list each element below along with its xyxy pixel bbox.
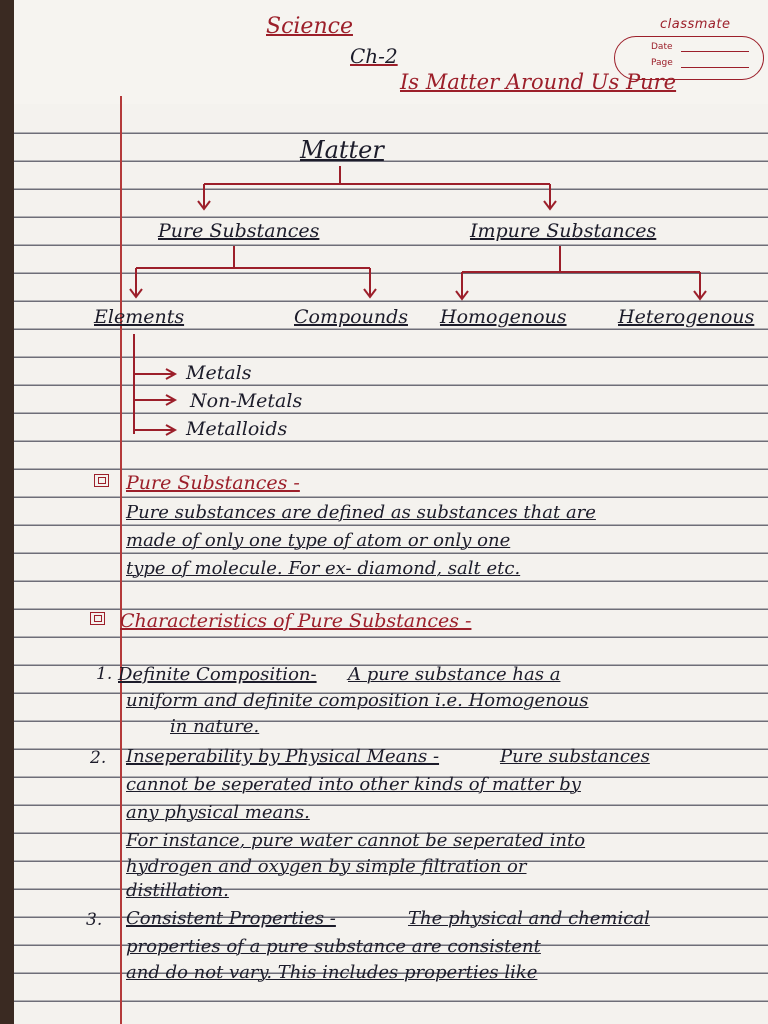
- elements-branch-lines: [134, 334, 174, 434]
- tree-node-homogenous: Homogenous: [440, 306, 567, 328]
- impure-branch-lines: [462, 246, 700, 298]
- characteristics-heading: Characteristics of Pure Substances -: [120, 610, 472, 632]
- tree-root-matter: Matter: [300, 136, 384, 164]
- element-type-metalloids: Metalloids: [186, 418, 288, 440]
- pure-substances-heading: Pure Substances -: [126, 472, 300, 494]
- item-3-title: Consistent Properties -: [126, 908, 336, 929]
- tree-node-compounds: Compounds: [294, 306, 408, 328]
- item-1-line-3: in nature.: [170, 716, 260, 737]
- box-bullet-icon: [94, 474, 109, 487]
- item-2-line-6: distillation.: [126, 880, 229, 901]
- date-label: Date: [651, 42, 673, 52]
- item-2-number: 2.: [90, 748, 107, 768]
- item-2-line-3: any physical means.: [126, 802, 310, 823]
- pure-definition-line-2: made of only one type of atom or only one: [126, 530, 511, 551]
- chapter-title: Is Matter Around Us Pure: [400, 70, 677, 94]
- item-1-line-1: A pure substance has a: [348, 664, 561, 685]
- page-label: Page: [651, 58, 673, 68]
- notebook-page: [14, 0, 768, 1024]
- tree-node-elements: Elements: [94, 306, 185, 328]
- tree-node-heterogenous: Heterogenous: [618, 306, 755, 328]
- arrow-icon: [166, 369, 175, 435]
- item-1-number: 1.: [96, 664, 113, 684]
- tree-node-impure-substances: Impure Substances: [470, 220, 657, 242]
- item-2-line-1: Pure substances: [500, 746, 650, 767]
- matter-branch-arrowheads: [198, 201, 556, 209]
- pure-branch-lines: [136, 246, 370, 296]
- tree-node-pure-substances: Pure Substances: [158, 220, 320, 242]
- pure-definition-line-1: Pure substances are defined as substances that are: [126, 502, 596, 523]
- pure-branch-arrowheads: [130, 289, 376, 297]
- brand-logo: classmate: [660, 17, 731, 32]
- item-3-number: 3.: [86, 910, 103, 930]
- matter-branch-lines: [204, 166, 550, 208]
- element-type-metals: Metals: [186, 362, 252, 384]
- item-3-line-2: properties of a pure substance are consistent: [126, 936, 541, 957]
- item-3-line-1: The physical and chemical: [408, 908, 650, 929]
- item-2-line-2: cannot be seperated into other kinds of matter by: [126, 774, 581, 795]
- box-bullet-icon: [90, 612, 105, 625]
- item-1-title: Definite Composition-: [118, 664, 317, 685]
- item-1-line-2: uniform and definite composition i.e. Homogenous: [126, 690, 589, 711]
- item-2-line-4: For instance, pure water cannot be seperated into: [126, 830, 586, 851]
- item-2-title: Inseperability by Physical Means -: [126, 746, 440, 767]
- impure-branch-arrowheads: [456, 291, 706, 299]
- item-2-line-5: hydrogen and oxygen by simple filtration or: [126, 856, 527, 877]
- element-type-non-metals: Non-Metals: [190, 390, 303, 412]
- item-3-line-3: and do not vary. This includes properties like: [126, 962, 538, 983]
- chapter-label: Ch-2: [350, 44, 398, 68]
- pure-definition-line-3: type of molecule. For ex- diamond, salt etc.: [126, 558, 521, 579]
- subject-heading: Science: [266, 14, 353, 39]
